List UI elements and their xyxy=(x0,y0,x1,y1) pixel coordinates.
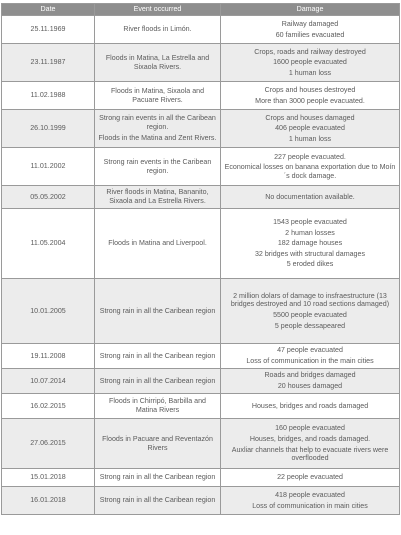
damage-item: 22 people evacuated xyxy=(277,473,343,482)
damage-item: 5500 people evacuated xyxy=(273,311,347,319)
table-row xyxy=(2,82,400,110)
damage-list xyxy=(223,85,397,106)
damage-list xyxy=(223,47,397,79)
date-cell: 26.10.1999 xyxy=(2,110,95,148)
damage-item: 32 bridges with structural damages xyxy=(254,249,365,258)
damage-item: 5 people dessapeared xyxy=(274,321,346,330)
damage-list xyxy=(223,401,397,412)
damage-item: 60 families evacuated xyxy=(275,30,345,39)
damage-list xyxy=(223,113,397,145)
damage-list xyxy=(223,152,397,182)
damage-item: 1543 people evacuated xyxy=(273,217,347,226)
damage-item: Houses, bridges and roads damaged xyxy=(251,401,369,410)
damage-list xyxy=(223,345,397,366)
damage-cell xyxy=(221,82,400,110)
table-row xyxy=(2,44,400,82)
event-paragraph: Strong rain events in all the Caribean region. xyxy=(99,114,216,131)
damage-list xyxy=(223,217,397,270)
damage-item: 1 human loss xyxy=(288,68,332,77)
table-header-row xyxy=(2,4,400,16)
header-event: Event occurred xyxy=(95,4,221,16)
damage-item: Houses, bridges, and roads damaged. xyxy=(249,434,371,443)
damage-item: Auxliar channels that help to evacuate rivers were overflooded xyxy=(231,445,389,463)
damage-item: Crops and houses destroyed xyxy=(264,85,356,94)
event-cell: Strong rain in all the Caribean region xyxy=(95,369,221,394)
damage-cell xyxy=(221,186,400,209)
event-cell: Strong rain in all the Caribean region xyxy=(95,279,221,344)
damage-cell xyxy=(221,487,400,515)
header-date: Date xyxy=(2,4,95,16)
damage-item: Loss of communication in the main cities xyxy=(246,357,374,365)
damage-cell xyxy=(221,110,400,148)
date-cell: 11.01.2002 xyxy=(2,148,95,186)
damage-cell xyxy=(221,16,400,44)
table-row xyxy=(2,148,400,186)
damage-table xyxy=(1,3,400,515)
date-cell: 15.01.2018 xyxy=(2,469,95,487)
damage-item: 227 people evacuated. xyxy=(274,152,346,161)
damage-item: Railway damaged xyxy=(281,19,339,28)
damage-list xyxy=(223,370,397,391)
date-cell: 05.05.2002 xyxy=(2,186,95,209)
damage-item: 5 eroded dikes xyxy=(286,260,334,269)
date-cell: 10.07.2014 xyxy=(2,369,95,394)
table-row xyxy=(2,209,400,279)
event-cell: Strong rain in all the Caribean region xyxy=(95,487,221,515)
damage-cell xyxy=(221,469,400,487)
damage-item: 160 people evacuated xyxy=(275,424,345,433)
event-cell: Strong rain in all the Caribean region xyxy=(95,469,221,487)
damage-item: 2 million dolars of damage to insfraestructure (13 bridges destroyed and 10 road sections damaged) xyxy=(230,291,390,309)
damage-cell xyxy=(221,394,400,419)
damage-list xyxy=(223,192,397,203)
event-cell: Floods in Matina and Liverpool. xyxy=(95,209,221,279)
damage-item: More than 3000 people evacuated. xyxy=(255,96,365,105)
damage-item: 47 people evacuated xyxy=(277,346,343,355)
table-row xyxy=(2,469,400,487)
date-cell: 10.01.2005 xyxy=(2,279,95,344)
event-cell xyxy=(95,110,221,148)
damage-item: 182 damage houses xyxy=(277,239,343,248)
damage-list xyxy=(223,19,397,40)
header-damage: Damage xyxy=(221,4,400,16)
damage-cell xyxy=(221,419,400,469)
date-cell: 27.06.2015 xyxy=(2,419,95,469)
date-cell: 16.02.2015 xyxy=(2,394,95,419)
date-cell: 11.02.1988 xyxy=(2,82,95,110)
event-cell: Strong rain events in the Caribean region. xyxy=(95,148,221,186)
damage-item: Crops and houses damaged xyxy=(265,113,355,122)
table-row xyxy=(2,186,400,209)
table-row xyxy=(2,394,400,419)
event-cell: Floods in Matina, La Estrella and Sixaola Rivers. xyxy=(95,44,221,82)
date-cell: 19.11.2008 xyxy=(2,344,95,369)
table-row xyxy=(2,487,400,515)
damage-item: 2 human losses xyxy=(285,228,335,237)
damage-item: Economical losses on banana exportation due to Moín´s dock damage. xyxy=(224,163,396,180)
date-cell: 11.05.2004 xyxy=(2,209,95,279)
event-cell: Floods in Pacuare and Reventazón Rivers xyxy=(95,419,221,469)
damage-cell xyxy=(221,44,400,82)
damage-cell xyxy=(221,344,400,369)
table-row xyxy=(2,279,400,344)
event-cell: River floods in Limón. xyxy=(95,16,221,44)
damage-list xyxy=(223,472,397,483)
damage-item: 418 people evacuated xyxy=(275,490,345,499)
damage-item: Crops, roads and railway destroyed xyxy=(254,47,366,56)
event-paragraph: Floods in the Matina and Zent Rivers. xyxy=(98,134,217,143)
damage-list xyxy=(223,490,397,511)
event-cell: Floods in Matina, Sixaola and Pacuare Rivers. xyxy=(95,82,221,110)
damage-list xyxy=(223,291,397,332)
date-cell: 25.11.1969 xyxy=(2,16,95,44)
date-cell: 16.01.2018 xyxy=(2,487,95,515)
damage-item: 406 people evacuated xyxy=(275,124,345,133)
damage-item: 20 houses damaged xyxy=(277,382,343,390)
table-row xyxy=(2,344,400,369)
damage-list xyxy=(223,423,397,464)
damage-item: Roads and bridges damaged xyxy=(264,371,356,380)
date-cell: 23.11.1987 xyxy=(2,44,95,82)
table-row xyxy=(2,369,400,394)
damage-cell xyxy=(221,148,400,186)
damage-cell xyxy=(221,279,400,344)
damage-item: Loss of communication in main cities xyxy=(252,501,368,510)
table-row xyxy=(2,16,400,44)
damage-cell xyxy=(221,209,400,279)
table-row xyxy=(2,419,400,469)
damage-item: 1 human loss xyxy=(288,134,332,143)
damage-item: No documentation available. xyxy=(265,192,355,201)
table-body xyxy=(2,16,400,515)
event-cell: Strong rain in all the Caribean region xyxy=(95,344,221,369)
damage-cell xyxy=(221,369,400,394)
damage-item: 1600 people evacuated xyxy=(273,58,347,67)
event-cell: Floods in Chirripó, Barbilla and Matina Rivers xyxy=(95,394,221,419)
table-row xyxy=(2,110,400,148)
event-cell: River floods in Matina, Bananito, Sixaola and La Estrella Rivers. xyxy=(95,186,221,209)
